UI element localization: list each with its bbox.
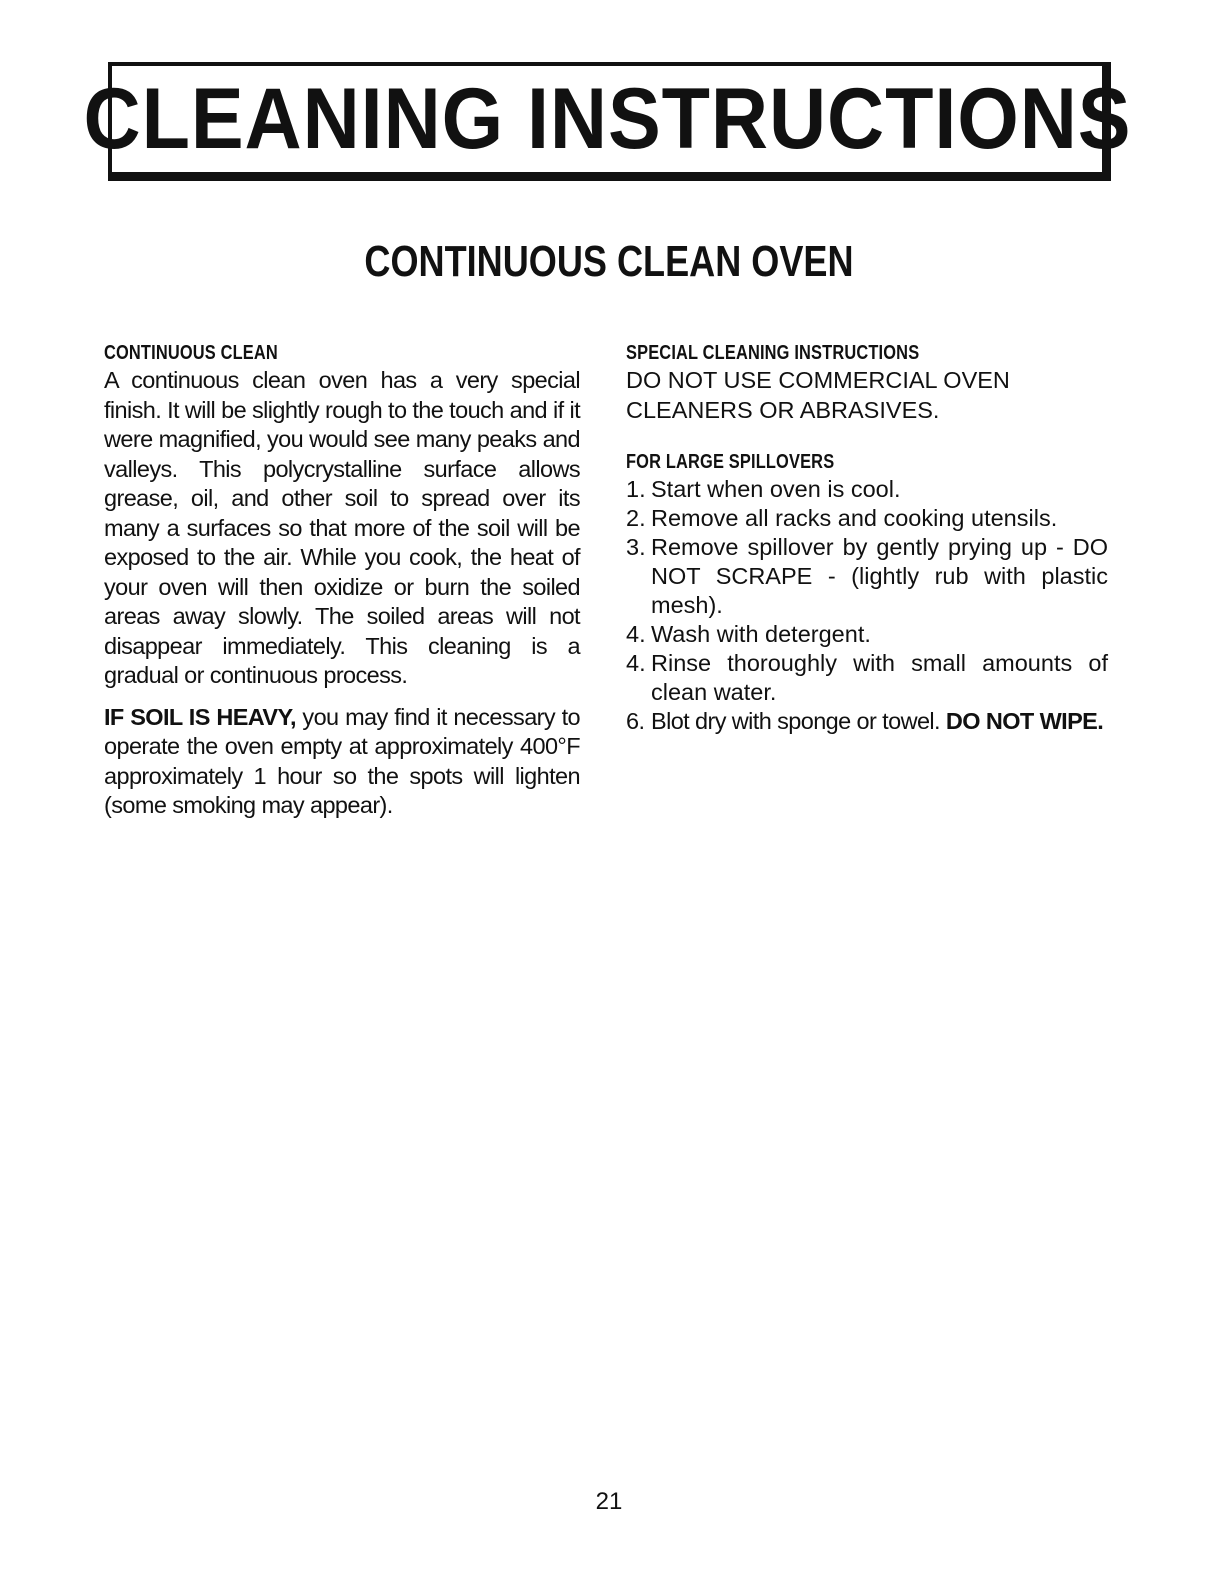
left-column: [104, 340, 580, 821]
right-column: [626, 340, 1108, 736]
list-item: 4. Wash with detergent.: [626, 621, 871, 647]
list-item: 4. Rinse thoroughly with small amounts of clean water.: [626, 650, 1108, 705]
continuous-clean-heading: CONTINUOUS CLEAN: [104, 342, 278, 364]
special-cleaning-warning: DO NOT USE COMMERCIAL OVEN CLEANERS OR ABRASIVES.: [626, 367, 1010, 423]
title-box: [83, 62, 1131, 181]
section-title: CONTINUOUS CLEAN OVEN: [364, 237, 854, 286]
heavy-soil-text: you may find it necessary to operate the oven empty at approximately 400°F approximately 1 hour so the spots will lighten (some smoking may appear).: [104, 703, 580, 818]
large-spillovers-heading: FOR LARGE SPILLOVERS: [626, 451, 835, 473]
list-item: 3. Remove spillover by gently prying up - DO NOT SCRAPE - (lightly rub with plastic mesh).: [626, 534, 1108, 618]
heavy-soil-paragraph: [104, 703, 580, 821]
page-title: CLEANING INSTRUCTIONS: [83, 71, 1131, 167]
list-item: 6. Blot dry with sponge or towel. DO NOT WIPE.: [626, 708, 1104, 734]
page-number: 21: [595, 1488, 623, 1515]
list-item: 2. Remove all racks and cooking utensils.: [626, 505, 1058, 531]
heavy-soil-lead: IF SOIL IS HEAVY,: [104, 703, 296, 730]
list-item: 1. Start when oven is cool.: [626, 476, 901, 502]
do-not-wipe-text: DO NOT WIPE.: [945, 708, 1104, 734]
continuous-clean-paragraph: A continuous clean oven has a very special finish. It will be slightly rough to the touch and if it were magnified, you would see many peaks and valleys. This polycrystalline surface allows grease, oil, and other soil to spread over its many a surfaces so that more of the soil will be exposed to the air. While you cook, the heat of your oven will then oxidize or burn the soiled areas away slowly. The soiled areas will not disappear immediately. This cleaning is a gradual or continuous process.: [104, 367, 580, 688]
spillover-steps-list: [626, 475, 1108, 736]
special-cleaning-heading: SPECIAL CLEANING INSTRUCTIONS: [626, 342, 920, 364]
